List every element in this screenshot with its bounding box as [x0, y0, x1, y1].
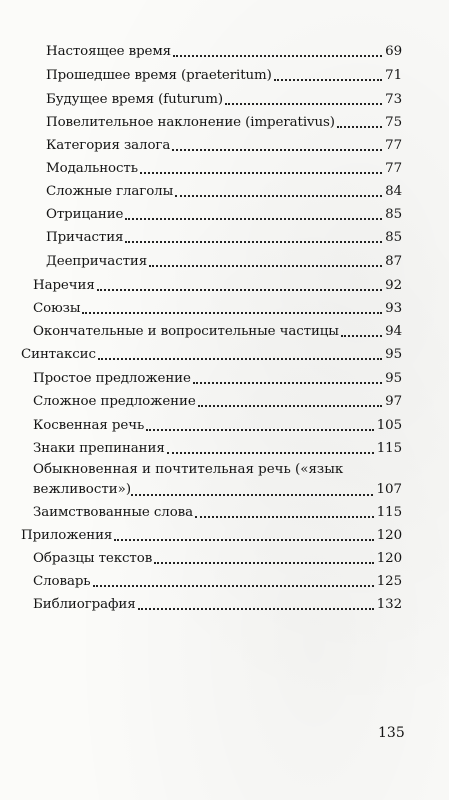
- toc-entry-title: Образцы текстов: [33, 551, 153, 566]
- toc-entry-title: Сложное предложение: [33, 394, 196, 409]
- toc-entry: [33, 460, 402, 500]
- toc-entry-page: 105: [376, 418, 402, 433]
- dot-leader: [175, 194, 382, 197]
- toc-entry: [46, 44, 402, 60]
- toc-entry-title: Причастия: [46, 230, 124, 245]
- toc-entry: [33, 278, 402, 294]
- toc-entry: [46, 92, 402, 108]
- toc-entry-page: 77: [385, 138, 402, 153]
- toc-entry-page: 85: [385, 207, 402, 222]
- dot-leader: [125, 217, 382, 220]
- toc-entry: [46, 161, 402, 177]
- toc-entry-title: Окончательные и вопросительные частицы: [33, 324, 339, 339]
- dot-leader: [341, 334, 382, 337]
- toc-entry: [33, 574, 402, 590]
- toc-entry-title: Библиография: [33, 597, 136, 612]
- dot-leader: [193, 381, 382, 384]
- toc-entry-page: 69: [385, 44, 402, 59]
- dot-leader: [172, 148, 382, 151]
- toc-entry-title-line1: Обыкновенная и почтительная речь («язык: [33, 462, 344, 477]
- toc-entry-page: 115: [376, 441, 402, 456]
- toc-entry: [33, 505, 402, 521]
- dot-leader: [138, 607, 374, 610]
- toc-entry: [46, 184, 402, 200]
- toc-entry-page: 85: [385, 230, 402, 245]
- toc-entry-page: 84: [385, 184, 402, 199]
- toc-entry-page: 120: [376, 551, 402, 566]
- toc-entry: [33, 394, 402, 410]
- toc-entry-page: 107: [376, 482, 402, 497]
- toc-entry-page: 120: [376, 528, 402, 543]
- dot-leader: [82, 311, 382, 314]
- toc-entry: [46, 68, 402, 84]
- toc-entry-page: 75: [385, 115, 402, 130]
- toc-entry: [33, 551, 402, 567]
- dot-leader: [337, 125, 382, 128]
- dot-leader: [154, 561, 374, 564]
- toc-entry-title: Прошедшее время (praeteritum): [46, 68, 272, 83]
- toc-entry-page: 73: [385, 92, 402, 107]
- toc-entry: [33, 371, 402, 387]
- toc-entry: [33, 441, 402, 457]
- dot-leader: [225, 102, 382, 105]
- toc-entry-title: Категория залога: [46, 138, 171, 153]
- toc-entry-title: Косвенная речь: [33, 418, 145, 433]
- toc-entry-title: Заимствованные слова: [33, 505, 193, 520]
- toc-entry-title: Союзы: [33, 301, 81, 316]
- toc-entry-page: 87: [385, 254, 402, 269]
- toc-entry: [46, 207, 402, 223]
- dot-leader: [93, 584, 374, 587]
- toc-entry-title: Словарь: [33, 574, 91, 589]
- dot-leader: [98, 357, 382, 360]
- toc-entry-page: 125: [376, 574, 402, 589]
- toc-entry-title-line2: вежливости»): [33, 482, 132, 497]
- toc-entry: [33, 597, 402, 613]
- toc-entry-title: Сложные глаголы: [46, 184, 174, 199]
- toc-entry-title: Модальность: [46, 161, 138, 176]
- dot-leader: [173, 54, 382, 57]
- dot-leader: [97, 288, 382, 291]
- toc-entry-page: 92: [385, 278, 402, 293]
- toc-entry-title: Приложения: [21, 528, 113, 543]
- toc-entry-title: Наречия: [33, 278, 95, 293]
- dot-leader: [195, 515, 374, 518]
- toc-entry-page: 132: [376, 597, 402, 612]
- toc-entry-title: Простое предложение: [33, 371, 191, 386]
- dot-leader: [149, 264, 382, 267]
- toc-entry-line2: [33, 480, 402, 500]
- toc-entry: [46, 138, 402, 154]
- toc-entry-page: 94: [385, 324, 402, 339]
- toc-entry-page: 71: [385, 68, 402, 83]
- page-number: 135: [378, 725, 405, 741]
- toc-entry: [46, 230, 402, 246]
- toc-entry: [46, 115, 402, 131]
- dot-leader: [146, 428, 374, 431]
- toc-entry: [33, 301, 402, 317]
- toc-entry-page: 95: [385, 347, 402, 362]
- toc-entry-page: 97: [385, 394, 402, 409]
- dot-leader: [131, 493, 373, 496]
- toc-entry-page: 95: [385, 371, 402, 386]
- dot-leader: [167, 451, 374, 454]
- toc-entry: [21, 347, 402, 363]
- toc-entry-title: Отрицание: [46, 207, 124, 222]
- toc-entry: [46, 254, 402, 270]
- dot-leader: [114, 538, 373, 541]
- toc-entry-title: Настоящее время: [46, 44, 172, 59]
- toc-entry-title: Знаки препинания: [33, 441, 165, 456]
- toc-entry-title: Деепричастия: [46, 254, 148, 269]
- dot-leader: [198, 404, 383, 407]
- toc-entry-title: Синтаксис: [21, 347, 96, 362]
- toc-entry: [33, 324, 402, 340]
- toc-entry-title: Повелительное наклонение (imperativus): [46, 115, 335, 130]
- toc-entry-page: 115: [376, 505, 402, 520]
- toc-entry: [21, 528, 402, 544]
- toc-entry: [33, 418, 402, 434]
- dot-leader: [140, 171, 382, 174]
- toc-entry-page: 93: [385, 301, 402, 316]
- toc-entry-title: Будущее время (futurum): [46, 92, 224, 107]
- toc-entry-page: 77: [385, 161, 402, 176]
- dot-leader: [125, 240, 382, 243]
- dot-leader: [274, 78, 382, 81]
